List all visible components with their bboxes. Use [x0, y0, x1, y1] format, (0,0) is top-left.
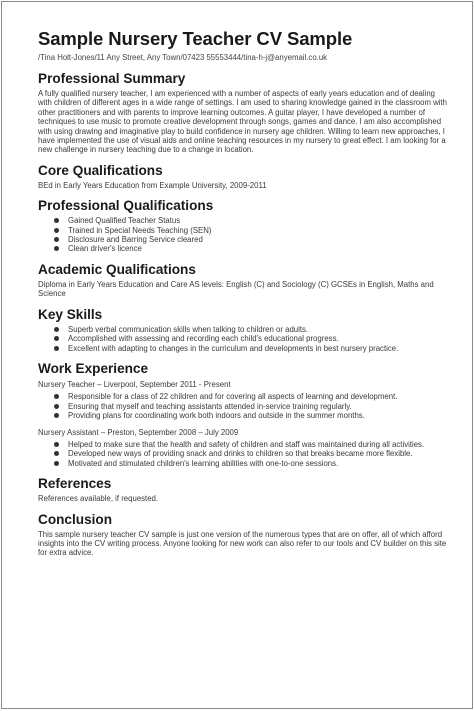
academic-qualifications-text: Diploma in Early Years Education and Care AS levels: English (C) and Sociology (C) GCSEs in English, Maths and Science [38, 279, 434, 299]
references-heading: References [38, 476, 112, 492]
list-item-text: Providing plans for coordinating work both indoors and outside in the summer months. [68, 411, 365, 421]
conclusion-heading: Conclusion [38, 511, 113, 527]
bullet-icon [54, 218, 59, 223]
core-qualifications-text: BEd in Early Years Education from Example University, 2009-2011 [38, 180, 267, 190]
list-item [54, 392, 448, 401]
bullet-icon [54, 442, 59, 447]
list-item [54, 449, 448, 458]
list-item-text: Excellent with adapting to changes in the curriculum and developments in best nursery practice. [68, 343, 399, 353]
conclusion-text: This sample nursery teacher CV sample is just one version of the numerous types that are on offer, all of which afford insights into the CV writing process. Anyone looking for new work can also refer to our tools and CV builder on this site for extra advice. [38, 529, 447, 558]
list-item-text: Disclosure and Barring Service cleared [68, 235, 203, 245]
bullet-icon [54, 394, 59, 399]
list-item [54, 226, 448, 235]
list-item [54, 216, 448, 225]
bullet-icon [54, 336, 59, 341]
key-skills-heading: Key Skills [38, 306, 103, 322]
list-item-text: Superb verbal communication skills when talking to children or adults. [68, 324, 309, 334]
job-duties-list [38, 440, 448, 468]
job-duties-list [38, 392, 448, 420]
list-item-text: Clean driver's licence [68, 244, 142, 254]
list-item-text: Ensuring that myself and teaching assistants attended in-service training regularly. [68, 401, 352, 411]
bullet-icon [54, 237, 59, 242]
list-item [54, 344, 448, 353]
key-skills-list [38, 325, 448, 353]
work-experience-heading: Work Experience [38, 360, 149, 376]
bullet-icon [54, 461, 59, 466]
bullet-icon [54, 451, 59, 456]
list-item-text: Accomplished with assessing and recording each child's educational progress. [68, 334, 339, 344]
bullet-icon [54, 413, 59, 418]
list-item [54, 325, 448, 334]
list-item-text: Gained Qualified Teacher Status [68, 216, 181, 226]
list-item [54, 244, 448, 253]
cv-title: Sample Nursery Teacher CV Sample [38, 28, 353, 49]
list-item [54, 411, 448, 420]
list-item [54, 235, 448, 244]
list-item [54, 459, 448, 468]
bullet-icon [54, 346, 59, 351]
list-item-text: Trained in Special Needs Teaching (SEN) [68, 225, 212, 235]
bullet-icon [54, 404, 59, 409]
cv-page [1, 1, 473, 709]
professional-summary-heading: Professional Summary [38, 71, 186, 86]
job-title: Nursery Teacher – Liverpool, September 2011 - Present [38, 379, 231, 389]
bullet-icon [54, 228, 59, 233]
list-item [54, 440, 448, 449]
bullet-icon [54, 246, 59, 251]
list-item [54, 334, 448, 343]
list-item-text: Helped to make sure that the health and safety of children and staff was maintained during all activities. [68, 439, 425, 449]
list-item-text: Responsible for a class of 22 children and for covering all aspects of learning and development. [68, 392, 398, 402]
bullet-icon [54, 327, 59, 332]
references-text: References available, if requested. [38, 494, 159, 504]
contact-details: /Tina Holt-Jones/11 Any Street, Any Town/07423 55553444/tina-h-j@anyemail.co.uk [38, 53, 328, 62]
professional-summary-text: A fully qualified nursery teacher, I am experienced with a number of aspects of early years education and of dealing with children of different ages in a wide range of settings. I am used to sharing knowledge gained in the classroom with other practitioners and with parents to improve learning outcomes. A guitar player, I have developed a number of techniques to use music to promote creative development through songs, games and dance. I am also accomplished with using drawing and imaginative play to build confidence in nursery age children. Willing to learn new approaches, I have implemented the use of visual aids and online teaching resources in my nursery to great effect. I am looking for a new challenge in nursery teaching due to a change in location. [38, 89, 447, 155]
list-item-text: Developed new ways of providing snack and drinks to children so that breaks became more flexible. [68, 449, 413, 459]
list-item [54, 402, 448, 411]
professional-qualifications-list [38, 216, 448, 254]
list-item-text: Motivated and stimulated children's learning abilities with one-to-one sessions. [68, 458, 339, 468]
professional-qualifications-heading: Professional Qualifications [38, 198, 214, 214]
job-title: Nursery Assistant – Preston, September 2008 – July 2009 [38, 427, 239, 437]
spacer [38, 421, 448, 425]
academic-qualifications-heading: Academic Qualifications [38, 261, 196, 277]
core-qualifications-heading: Core Qualifications [38, 162, 163, 178]
